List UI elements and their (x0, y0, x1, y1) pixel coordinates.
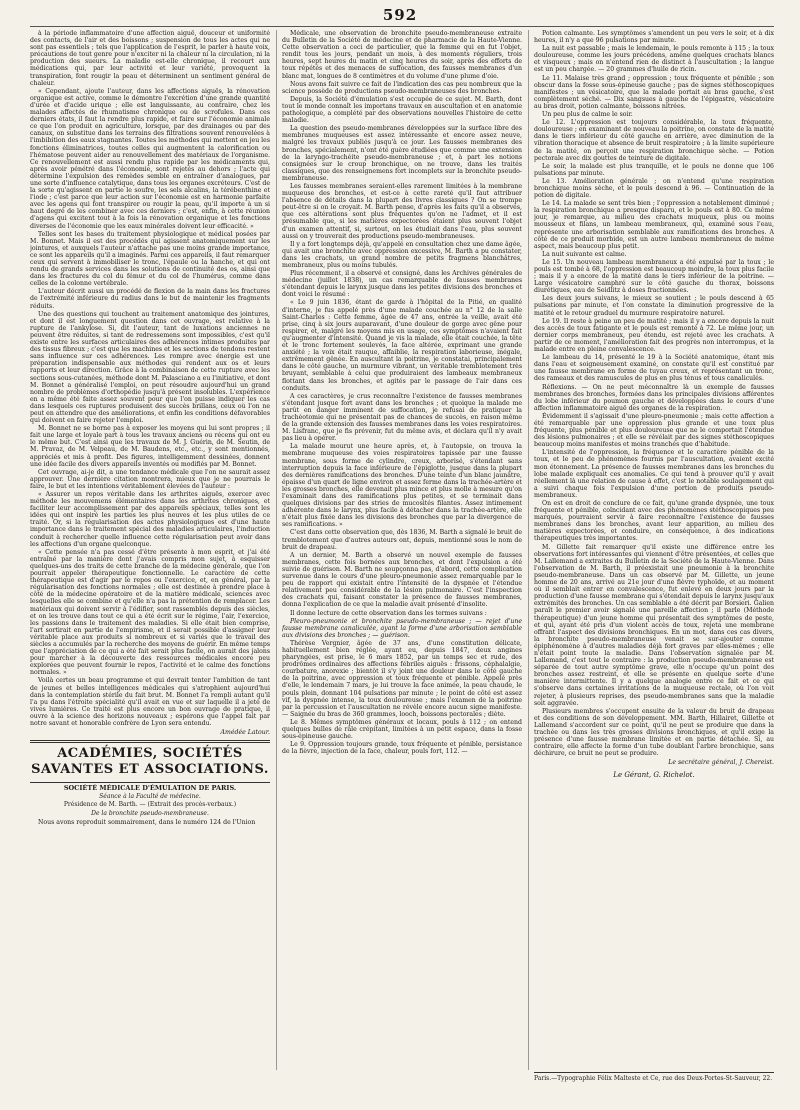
paragraph: La nuit est passable ; mais le lendemain, le pouls remonte à 115 ; la toux douloureuse, comme les jours précédens, amène quelques crachats blancs et visqueux ; mais on n'entend rien de distinct à l'auscultation ; la langue est un peu chargée. — 20 grammes d'huile de ricin. (534, 45, 774, 74)
paragraph: La question des pseudo-membranes développées sur la surface libre des membranes muqueuses est assez intéressante et encore assez neuve, malgré les travaux publiés jusqu'à ce jour. Les fausses membranes des bronches, spécialement, n'ont été guère étudiées que comme une extension de la laryngo-trachéite pseudo-membraneuse ; et, à part les notions consignées sur le croup bronchique, on ne trouve, dans les traités classiques, que des renseignemens fort incomplets sur la bronchite pseudo-membraneuse. (282, 125, 522, 182)
paragraph: La malade mourut une heure après, et, à l'autopsie, on trouva la membrane muqueuse des voies respiratoires tapissée par une fausse membrane, sous forme de cylindre, creux, arborisé, s'étendant sans interruption depuis la face inférieure de l'épiglotte, jusque dans la plupart des dernières ramifications des bronches. D'une teinte d'un blanc jaunâtre, épaisse d'un quart de ligne environ et assez ferme dans la trachée-artère et les grosses bronches, elle devenait plus mince et plus molle à mesure qu'on l'examinait dans des ramifications plus petites, et se terminait dans quelques divisions par des stries de mucosités filantes. Assez intimement adhérente dans le larynx, plus facile à détacher dans la trachée-artère, elle n'était plus fixée dans les divisions des bronches que par la divergence de ses ramifications. » (282, 443, 522, 529)
column-1 (30, 30, 270, 1062)
paragraph: Le 14. La malade se sent très bien ; l'oppression a notablement diminué ; la respiration bronchique a presque disparu, et le pouls est à 80. Ce même jour, je remarque, au milieu des crachats muqueux, plus ou moins mousseux et filans, un lambeau membraneux, qui, examiné sous l'eau, représente une arborisation semblable aux ramifications des bronches. A côté de ce produit morbide, est un autre lambeau membraneux de même aspect, mais beaucoup plus petit. (534, 200, 774, 250)
author-signature: Amédée Latour. (220, 729, 270, 737)
paragraph: Cet ouvrage, ai-je dit, a une tendance médicale que l'on ne saurait assez approuver. Une dernière citation montrera, mieux que je ne pourrais le faire, le but et les intentions véritablement élevées de l'auteur : (30, 468, 270, 490)
section-title: ACADÉMIES, SOCIÉTÉS SAVANTES ET ASSOCIATIONS. (31, 746, 269, 778)
paragraph: Une des questions qui touchent au traitement anatomique des jointures, et dont il est longuement question dans cet ouvrage, est relative à la rupture de l'ankylose. Si, dit l'auteur, tant de luxations anciennes ne peuvent être réduites, si tant de redressemens sont impossibles, c'est qu'il existe entre les surfaces articulaires des adhérences intimes produites par des tissus fibreux ; c'est que les machines et les sections de tendons restent sans influence sur ces adhérences. Les rompre avec énergie est une préparation indispensable aux méthodes qui rendent aux os et leurs rapports et leur direction. Grâce à la combinaison de cette rupture avec les sections sous-cutanées, méthode dont M. Palasciano a eu l'initiative, et dont M. Bonnet a généralisé l'emploi, on peut résoudre aujourd'hui un grand nombre de problèmes d'orthopédie jusqu'à présent insolubles. L'expérience en a même été faite assez souvent pour que l'on puisse indiquer les cas dans lesquels ces ruptures produisent des succès brillans, ceux où l'on ne peut en attendre que des améliorations, et enfin les conditions défavorables qui doivent en faire rejeter l'emploi. (30, 310, 270, 425)
paragraph: « Cette pensée n'a pas cessé d'être présente à mon esprit, et j'ai été entraîné par la manière dont j'avais compris mon sujet, à esquisser quelques-uns des traits de cette branche de la médecine générale, que l'on pourrait appeler thérapeutique fonctionnelle. Le caractère de cette thérapeutique est d'agir par le repos ou l'exercice, et, en général, par la régularisation des fonctions normales ; elle est destinée à prendre place à côté de la médecine opératoire et de la matière médicale, sciences avec lesquelles elle se combine et qu'elle n'a pas la prétention de remplacer. Les matériaux qui doivent servir à l'édifier, sont rassemblés depuis des siècles, et on les trouve dans tout ce qui a été écrit sur le régime, l'air, l'exercice, les passions dans le traitement des maladies. Si elle était bien comprise, l'art sortirait en partie de l'empirisme, et il serait possible d'assigner leur véritable place aux produits si nombreux et si variés que le travail des siècles a accumulés par la recherche des moyens de guérir. En même temps que l'appréciation de ce qui a été fait serait plus facile, on aurait des jalons pour marcher à la découverte des ressources médicales encore peu explorées que peuvent fournir le repos, l'activité et le calme des fonctions normales. » (30, 548, 270, 677)
paragraph: Thérèse Vergnier, âgée de 37 ans, d'une constitution délicate, habituellement bien réglée, ayant eu, depuis 1847, deux angines pharyngées, est prise, le 6 mars 1852, par un temps sec et rude, des prodrômes ordinaires des affections fébriles aiguës : frissons, céphalalgie, courbature, anorexie ; bientôt il s'y joint une douleur dans le côté gauche de la poitrine, avec oppression et toux fréquente et pénible. Appelé près d'elle, le lendemain 7 mars, je lui trouve la face animée, la peau chaude, le pouls plein, donnant 104 pulsations par minute ; le point de côté est assez vif, la dyspnée intense, la toux douloureuse ; mais l'examen de la poitrine par la percussion et l'auscultation ne révèle encore aucun signe manifeste. — Saignée du bras de 360 grammes, looch, boissons pectorales ; diète. (282, 639, 522, 718)
section-rule (30, 740, 270, 741)
presidence-line: Présidence de M. Barth. — (Extrait des procès-verbaux.) (63, 801, 237, 809)
paragraph: L'intensité de l'oppression, la fréquence et le caractère pénible de la toux, et le peu de phénomènes fournis par l'auscultation, avaient excité mon étonnement. La présence de fausses membranes dans les bronches du lobe malade expliquait ces anomalies. Ce qui tend à prouver qu'il y avait réellement là une relation de cause à effet, c'est le notable soulagement qui a suivi chaque fois l'expulsion d'une portion de produits pseudo-membraneux. (534, 449, 774, 499)
paragraph: M. Bonnet ne se borne pas à exposer les moyens qui lui sont propres ; il fait une large et loyale part à tous les travaux anciens ou récens qui ont eu le même but. C'est ainsi que les travaux de M. J. Guérin, de M. Seutin, de M. Pravaz, de M. Velpeau, de M. Baudens, etc., etc., y sont mentionnés, appréciés et mis à profit. Des figures, intelligemment dessinées, donnent une idée facile des divers appareils inventés ou modifiés par M. Bonnet. (30, 425, 270, 468)
paragraph: Évidemment il s'agissait d'une pleuro-pneumonie ; mais cette affection a été remarquable par une oppression plus grande et une toux plus fréquente, plus pénible et plus douloureuse que ne le comportait l'étendue des lésions pulmonaires ; et elle se révélait par des signes stéthoscopiques beaucoup moins manifestes et moins tranchés que d'habitude. (534, 412, 774, 449)
paragraph: Potion calmante. Les symptômes s'amendent un peu vers le soir, et à dix heures, il n'y a que 96 pulsations par minute. (534, 30, 774, 45)
paragraph: Réflexions. — On ne peut méconnaître là un exemple de fausses membranes des bronches, formées dans les principales divisions afférentes du lobe inférieur du poumon gauche et développées dans le cours d'une affection inflammatoire aiguë des organes de la respiration. (534, 383, 774, 412)
paragraph: Un peu plus de calme le soir. (542, 111, 633, 119)
secretary-signature: Le secrétaire général, J. Chereist. (668, 759, 774, 767)
paragraph: « Assurer un repos véritable dans les arthrites aiguës, exercer avec méthode les mouvemens élémentaires dans les arthrites chroniques, et faciliter leur accomplissement par des appareils spéciaux, telles sont les idées qui ont inspiré les parties les plus neuves et les plus utiles de ce traité. Or, si la régularisation des actes physiologiques est d'une haute importance dans le traitement spécial des maladies articulaires, l'induction conduit à rechercher quelle influence cette régularisation peut avoir dans les affections d'un organe quelconque. (30, 491, 270, 548)
paragraph: Il y a fort longtemps déjà, qu'appelé en consultation chez une dame âgée, qui avait une bronchite avec oppression excessive, M. Barth a pu constater, dans les crachats, un grand nombre de petits fragmens blanchâtres, membraneux, plus ou moins tubulés. (282, 240, 522, 269)
paragraph: « Cependant, ajoute l'auteur, dans les affections aiguës, la rénovation organique est active, comme le démontre l'excrétion d'une grande quantité d'urée et d'acide urique ; elle est languissante, au contraire, chez les malades affectés de rhumatisme chronique ou de scrofules. Dans ces derniers états, il faut la rendre plus rapide, et faire sur l'économie animale ce que l'on produit en agriculture, lorsque, par des drainages ou par des canaux, on substitue dans les terrains des filtrations souvent renouvelées à l'imbibition des eaux stagnantes. Toutes les méthodes qui mettent en jeu les fonctions éliminatrices, toutes celles qui augmentent la calorification ou l'hématose peuvent aider au renouvellement des matériaux de l'organisme. Ce renouvellement est aussi rendu plus rapide par les médicaments qui, après avoir pénétré dans l'économie, sont rejetés au dehors ; l'acte qui détermine l'expulsion des remèdes semble en entraîner d'analogues, par une sorte d'influence catalytique, dans tous les organes excréteurs. C'est de la sorte qu'agissent en partie le soufre, les sels alcalins, la térébenthine et l'iode ; c'est parce que leur action sur l'économie est en harmonie parfaite avec les agens qui font transpirer ou rougir la peau, qu'il importe à un si haut degré de les combiner avec ces derniers ; c'est, enfin, à cette réunion d'agens qui excitent tout à la fois la rénovation organique et les fonctions diverses de l'économie que les eaux minérales doivent leur efficacité. » (30, 87, 270, 230)
printer-imprint: Paris.—Typographie Félix Malteste et Ce, rue des Deux-Portes-St-Sauveur, 22. (534, 1072, 774, 1082)
section-rule (30, 742, 270, 743)
header-rule (30, 26, 774, 27)
paragraph: Le 19. Il reste à peine un peu de matité ; mais il y a encore depuis la nuit des accès de toux fatigante et le pouls est remonté à 72. Le même jour, un dernier corps membraneux, peu étendu, est rejeté avec les crachats. A partir de ce moment, l'amélioration fait des progrès non interrompus, et la malade entre en pleine convalescence. (534, 317, 774, 354)
paragraph: Médicale, une observation de bronchite pseudo-membraneuse extraite du Bulletin de la Société de médecine et de pharmacie de la Haute-Vienne. Cette observation a ceci de particulier, que la femme qui en fut l'objet, rendit tous les jours, pendant un mois, à des moments réguliers, trois heures, sept heures du matin et cinq heures du soir, après des efforts de toux répétés et des menaces de suffocation, des fausses membranes d'un blanc mat, longues de 8 centimètres et du volume d'une plume d'oie. (282, 30, 522, 80)
column-2 (282, 30, 522, 1062)
paragraph: Le 8. Mêmes symptômes généraux et locaux, pouls à 112 ; on entend quelques bulles de râle crépitant, limitées à un petit espace, dans la fosse sous-épineuse gauche. (282, 718, 522, 741)
paragraph: Voilà certes un beau programme et qui devrait tenter l'ambition de tant de jeunes et belles intelligences médicales qui s'atrophient aujourd'hui dans la contemplation stérile du fait brut. M. Bonnet l'a rempli autant qu'il l'a pu dans l'étroite spécialité qu'il avait en vue et sur laquelle il a jeté de vives lumières. Ce traité est plus encore un bon ouvrage de pratique, il ouvre à la science des horizons nouveaux ; espérons que l'appel fait par notre savant et honorable confrère de Lyon sera entendu. (30, 677, 270, 727)
paragraph: Depuis, la Société d'émulation s'est occupée de ce sujet. M. Barth, dont tout le monde connaît les importans travaux en auscultation et en anatomie pathologique, a complété par des observations nouvelles l'histoire de cette maladie. (282, 95, 522, 125)
paragraph: Plus récemment, il a observé et consigné, dans les Archives générales de médecine (juillet 1838), un cas remarquable de fausses membranes s'étendant depuis le larynx jusque dans les petites divisions des bronches et dont voici le résumé : (282, 270, 522, 299)
paragraph: Le 15. Un nouveau lambeau membraneux a été expulsé par la toux ; le pouls est tombé à 68, l'oppression est beaucoup moindre, la toux plus facile ; mais il y a encore de la matité dans le tiers inférieur de la poitrine. — Large vésicatoire camphré sur le côté gauche du thorax, boissons diurétiques, eau de Seidlitz à doses fractionnées. (534, 258, 774, 295)
gerant-signature: Le Gérant, G. Richelot. (613, 771, 695, 780)
page-number: 592 (382, 6, 418, 24)
topic-title: De la bronchite pseudo-membraneuse. (91, 810, 209, 818)
column-3 (534, 30, 774, 1062)
paragraph: Nous avons fait suivre ce fait de l'indication des cas peu nombreux que la science possède de productions pseudo-membraneuses des bronches. (282, 80, 522, 95)
paragraph: On est en droit de conclure de ce fait, qu'une grande dyspnée, une toux fréquente et pénible, coïncidant avec des phénomènes stéthoscopiques peu marqués, pourraient servir à faire reconnaître l'existence de fausses membranes dans les bronches, avant leur apparition, au milieu des matières expectorées, et conduire, en conséquence, à des indications thérapeutiques très importantes. (534, 500, 774, 543)
column-divider (276, 30, 277, 1070)
paragraph: C'est dans cette observation que, dès 1836, M. Barth a signalé le bruit de tremblotement que d'autres auteurs ont, depuis, mentionné sous le nom de bruit de drapeau. (282, 529, 522, 551)
paragraph: Le 11. Malaise très grand ; oppression ; toux fréquente et pénible ; son obscur dans la fosse sous-épineuse gauche ; pas de signes stéthoscopiques manifestes ; un vésicatoire, que la malade portait au bras gauche, s'est complètement séché. — Dix sangsues à gauche de l'épigastre, vésicatoire au bras droit, potion calmante, boissons nitrées. (534, 74, 774, 110)
paragraph: L'auteur décrit aussi un procédé de flexion de la main dans les fractures de l'extrémité inférieure du radius dans le but de maintenir les fragments réduits. (30, 288, 270, 310)
paragraph: M. Gillette fait remarquer qu'il existe une différence entre les observations fort intéressantes qui viennent d'être présentées, et celles que M. Lallemand a extraites du Bulletin de la Société de la Haute-Vienne. Dans l'observation de M. Barth, il préexistait une pneumonie à la bronchite pseudo-membraneuse. Dans un cas observé par M. Gillette, un jeune homme de 20 ans, arrivé au 21e jour d'une fièvre typhoïde, et au moment où il semblait entrer en convalescence, fut enlevé en deux jours par la production d'une fausse membrane qui s'étendait depuis le larynx jusqu'aux extrémités des bronches. Un cas semblable a été décrit par Borsieri. Galien paraît le premier avoir signalé une pareille affection ; il parle (Méthode thérapeutique) d'un jeune homme qui présentait des symptômes de peste, et qui, ayant été pris d'un violent accès de toux, rejeta une membrane offrant l'aspect des divisions bronchiques. En un mot, dans ces cas divers, la bronchite pseudo-membraneuse venait se sur-ajouter comme épiphénomène à d'autres maladies déjà fort graves par elles-mêmes ; elle n'était point toute la maladie. Dans l'observation signalée par M. Lallemand, c'est tout le contraire : la production pseudo-membraneuse est séparée de tout autre symptôme grave, elle n'occupe qu'un point des bronches assez restreint, et elle se présente en quelque sorte d'une manière intermittente. Il y a quelque analogie entre ce fait et ce qui s'observe dans certaines irritations de la muqueuse rectale, où l'on voit rejeter, à plusieurs reprises, des pseudo-membranes sans que la maladie soit aggravée. (534, 543, 774, 707)
society-name: SOCIÉTÉ MÉDICALE D'ÉMULATION DE PARIS. (63, 784, 237, 793)
paragraph: Pleuro-pneumonie et bronchite pseudo-membraneuse ; — rejet d'une fausse membrane canaliculée, ayant la forme d'une arborisation semblable aux divisions des bronches ; — guérison. (282, 617, 522, 639)
paragraph: La nuit suivante est calme. (542, 250, 627, 258)
paragraph: Les fausses membranes seraient-elles rarement limitées à la membrane muqueuse des bronches, et est-ce à cette rareté qu'il faut attribuer l'absence de détails dans la plupart des livres classiques ? On se trompe peut-être si on le croyait. M. Barth pense, d'après les faits qu'il a observés, que ces altérations sont plus fréquentes qu'on ne l'admet, et il est présumable que, si les matières expectorées étaient plus souvent l'objet d'un examen attentif, si, surtout, on les étudiait dans l'eau, plus souvent aussi on y trouverait des productions pseudo-membraneuses. (282, 182, 522, 240)
seance-line: Séance à la Faculté de médecine. (99, 793, 201, 801)
paragraph: Le lambeau du 14, présenté le 19 à la Société anatomique, étant mis dans l'eau et soigneusement examiné, on constate qu'il est constitué par une fausse membrane en forme de tuyau creux, et représentant un tronc, des rameaux et des ramuscules de plus en plus ténus et tous canaliculés. (534, 354, 774, 383)
paragraph: « Le 9 juin 1836, étant de garde à l'hôpital de la Pitié, en qualité d'interne, je fus appelé près d'une malade couchée au n° 12 de la salle Saint-Charles : Cette femme, âgée de 47 ans, entrée la veille, avait été prise, cinq à six jours auparavant, d'une douleur de gorge avec gêne pour respirer, et, malgré les moyens mis en usage, ces symptômes n'avaient fait qu'augmenter d'intensité. Quand je vis la malade, elle était couchée, la tête et le tronc fortement soulevés, la face altérée, exprimant une grande anxiété ; la voix était rauque, affaiblie, la respiration laborieuse, inégale, extrêmement gênée. En auscultant la poitrine, je constatai, principalement dans le côté gauche, un murmure vibrant, un véritable tremblotement très bruyant, semblable à celui que produiraient des lambeaux membraneux flottant dans les bronches, et agités par le passage de l'air dans ces conduits. (282, 299, 522, 392)
paragraph: Plusieurs membres s'occupent ensuite de la valeur du bruit de drapeau et des conditions de son développement. MM. Barth, Hillairet, Gillette et Lallemand s'accordent sur ce point, qu'il ne peut se produire que dans la trachée ou dans les très grosses divisions bronchiques, et qu'il exige la présence d'une fausse membrane limitée et en partie détachée. Si, au contraire, elle affecte la forme d'un tube doublant l'arbre bronchique, sans déchirure, ce bruit ne peut se produire. (534, 707, 774, 758)
paragraph: Le 9. Oppression toujours grande, toux fréquente et pénible, persistance de la fièvre, injection de la face, chaleur, pouls fort, 112. — (282, 741, 522, 756)
paragraph: Le 12. L'oppression est toujours considérable, la toux fréquente, douloureuse ; en examinant de nouveau la poitrine, on constate de la matité dans le tiers inférieur du côté gauche en arrière, avec diminution de la vibration thoracique et absence de bruit respiratoire ; à la limite supérieure de la matité, on perçoit une respiration bronchique sèche. — Potion pectorale avec dix gouttes de teinture de digitale. (534, 119, 774, 162)
paragraph: à la période inflammatoire d'une affection aiguë, douceur et uniformité des contacts, de l'air et des boissons ; suspension de tous les actes qui ne sont pas essentiels ; tels que l'application de l'esprit, le parler à haute voix, précautions de tout genre pour n'exciter ni la chaleur ni la circulation, ni la production des sueurs. La maladie est-elle chronique, il recourt aux médications qui, par leur activité et leur variété, provoquent la transpiration, font rougir la peau et déterminent un sentiment général de chaleur. (30, 30, 270, 87)
paragraph: A ces caractères, je crus reconnaître l'existence de fausses membranes s'étendant jusque fort avant dans les bronches ; et quoique la malade me parût en danger imminent de suffocation, je refusai de pratiquer la trachéotomie qui ne présentait pas de chances de succès, en raison même de la grande extension des fausses membranes dans les voies respiratoires. M. Lisfranc, que je fis prévenir, fut du même avis, et déclara qu'il n'y avait pas lieu à opérer. (282, 392, 522, 443)
column-divider (528, 30, 529, 1070)
paragraph: Le 13. Amélioration générale ; on n'entend qu'une respiration bronchique moins sèche, et le pouls descend à 96. — Continuation de la potion de digitale. (534, 177, 774, 200)
paragraph: A un dernier, M. Barth a observé un nouvel exemple de fausses membranes, cette fois bornées aux bronches, et dont l'expulsion a été suivie de guérison. M. Barth ne soupçonna pas, d'abord, cette complication survenue dans le cours d'une pleuro-pneumonie assez remarquable par le peu de rapport qui existait entre l'intensité de la dyspnée et l'étendue relativement peu considérable de la lésion pulmonaire. C'est l'inspection des crachats qui, faisant constater la présence de fausses membranes, donna l'explication de ce que la maladie avait présenté d'insolite. (282, 551, 522, 609)
paragraph: Il donne lecture de cette observation dans les termes suivans : (290, 609, 487, 617)
paragraph: Les deux jours suivans, le mieux se soutient ; le pouls descend à 65 pulsations par minute, et l'on constate la diminution progressive de la matité et le retour graduel du murmure respiratoire naturel. (534, 295, 774, 317)
paragraph: Nous avons reproduit sommairement, dans le numéro 124 de l'Union (38, 818, 256, 826)
paragraph: Telles sont les bases du traitement physiologique et médical posées par M. Bonnet. Mais il est des procédés qui agissent anatomiquement sur les jointures, et auxquels l'auteur n'attache pas une moins grande importance, ce sont les appareils qu'il a imaginés. Parmi ces appareils, il faut remarquer ceux qui servent à immobiliser le tronc, l'épaule ou la hanche, et qui ont rendu de grands services dans les solutions de continuité des os, ainsi que dans les fractures du col du fémur et du col de l'humérus, comme dans celles de la colonne vertébrale. (30, 230, 270, 288)
paragraph: Le soir, la malade est plus tranquille, et le pouls ne donne que 106 pulsations par minute. (534, 162, 774, 177)
